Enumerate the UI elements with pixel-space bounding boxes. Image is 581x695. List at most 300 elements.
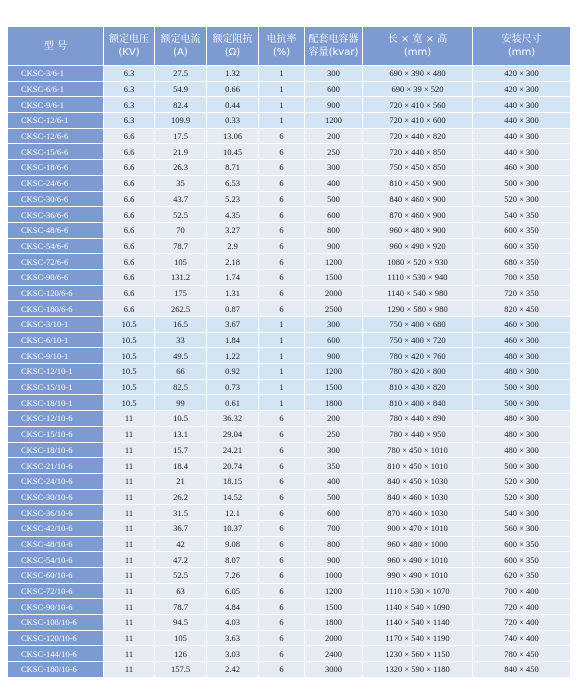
cell-rated-impedance: 8.07 (207, 552, 259, 568)
cell-rated-voltage: 11 (104, 568, 155, 584)
cell-dimensions: 840 × 460 × 1030 (363, 489, 473, 505)
table-row (8, 411, 571, 427)
cell-mounting-size: 480 × 300 (473, 426, 571, 442)
cell-rated-voltage: 6.6 (104, 160, 155, 176)
cell-rated-impedance: 2.42 (207, 662, 259, 678)
cell-capacitor-capacity: 1200 (305, 254, 363, 270)
cell-mounting-size: 500 × 300 (473, 395, 571, 411)
cell-reactance-rate: 6 (259, 160, 305, 176)
cell-dimensions: 1140 × 540 × 1090 (363, 599, 473, 615)
cell-model: CKSC-6/6-1 (8, 81, 104, 97)
cell-model: CKSC-180/10-6 (8, 662, 104, 678)
cell-rated-impedance: 18.15 (207, 473, 259, 489)
cell-rated-voltage: 11 (104, 505, 155, 521)
cell-capacitor-capacity: 400 (305, 473, 363, 489)
cell-mounting-size: 600 × 350 (473, 222, 571, 238)
cell-mounting-size: 620 × 350 (473, 568, 571, 584)
cell-dimensions: 840 × 450 × 1030 (363, 473, 473, 489)
cell-reactance-rate: 6 (259, 552, 305, 568)
cell-rated-impedance: 12.1 (207, 505, 259, 521)
cell-rated-current: 82.4 (155, 97, 207, 113)
cell-rated-voltage: 10.5 (104, 379, 155, 395)
cell-mounting-size: 480 × 300 (473, 348, 571, 364)
cell-rated-current: 131.2 (155, 269, 207, 285)
table-row (8, 583, 571, 599)
cell-capacitor-capacity: 1500 (305, 599, 363, 615)
cell-dimensions: 750 × 400 × 720 (363, 332, 473, 348)
cell-dimensions: 810 × 450 × 900 (363, 175, 473, 191)
cell-rated-voltage: 6.6 (104, 207, 155, 223)
cell-model: CKSC-72/6-6 (8, 254, 104, 270)
cell-reactance-rate: 1 (259, 395, 305, 411)
table-row (8, 552, 571, 568)
cell-rated-current: 10.5 (155, 411, 207, 427)
header-row (8, 27, 571, 66)
cell-rated-current: 26.3 (155, 160, 207, 176)
cell-rated-current: 63 (155, 583, 207, 599)
cell-model: CKSC-108/10-6 (8, 615, 104, 631)
cell-reactance-rate: 6 (259, 254, 305, 270)
cell-rated-voltage: 10.5 (104, 395, 155, 411)
cell-rated-current: 105 (155, 254, 207, 270)
cell-mounting-size: 820 × 450 (473, 301, 571, 317)
table-row (8, 395, 571, 411)
cell-reactance-rate: 1 (259, 379, 305, 395)
cell-dimensions: 780 × 420 × 760 (363, 348, 473, 364)
cell-model: CKSC-36/6-6 (8, 207, 104, 223)
cell-rated-impedance: 1.74 (207, 269, 259, 285)
cell-rated-voltage: 6.3 (104, 97, 155, 113)
cell-capacitor-capacity: 900 (305, 348, 363, 364)
cell-rated-current: 66 (155, 364, 207, 380)
table-row (8, 364, 571, 380)
cell-capacitor-capacity: 900 (305, 552, 363, 568)
cell-dimensions: 1140 × 540 × 1140 (363, 615, 473, 631)
cell-capacitor-capacity: 250 (305, 144, 363, 160)
cell-mounting-size: 420 × 300 (473, 81, 571, 97)
cell-rated-impedance: 0.33 (207, 113, 259, 129)
cell-capacitor-capacity: 250 (305, 426, 363, 442)
cell-dimensions: 750 × 450 × 850 (363, 160, 473, 176)
table-row (8, 426, 571, 442)
cell-rated-impedance: 0.66 (207, 81, 259, 97)
cell-capacitor-capacity: 300 (305, 442, 363, 458)
cell-mounting-size: 480 × 300 (473, 364, 571, 380)
cell-model: CKSC-48/10-6 (8, 536, 104, 552)
table-row (8, 473, 571, 489)
cell-mounting-size: 780 × 450 (473, 646, 571, 662)
cell-rated-impedance: 0.61 (207, 395, 259, 411)
cell-model: CKSC-9/6-1 (8, 97, 104, 113)
cell-rated-voltage: 6.6 (104, 301, 155, 317)
cell-mounting-size: 440 × 300 (473, 144, 571, 160)
cell-capacitor-capacity: 2400 (305, 646, 363, 662)
cell-mounting-size: 440 × 300 (473, 128, 571, 144)
cell-rated-current: 109.9 (155, 113, 207, 129)
cell-rated-current: 70 (155, 222, 207, 238)
cell-rated-current: 42 (155, 536, 207, 552)
cell-rated-voltage: 11 (104, 662, 155, 678)
cell-model: CKSC-48/6-6 (8, 222, 104, 238)
cell-rated-impedance: 1.22 (207, 348, 259, 364)
table-row (8, 568, 571, 584)
cell-mounting-size: 720 × 400 (473, 615, 571, 631)
cell-dimensions: 780 × 450 × 1010 (363, 442, 473, 458)
cell-model: CKSC-180/6-6 (8, 301, 104, 317)
cell-capacitor-capacity: 500 (305, 191, 363, 207)
cell-rated-current: 52.5 (155, 568, 207, 584)
table-row (8, 128, 571, 144)
cell-rated-voltage: 11 (104, 615, 155, 631)
cell-reactance-rate: 1 (259, 97, 305, 113)
cell-mounting-size: 500 × 300 (473, 379, 571, 395)
table-row (8, 81, 571, 97)
cell-rated-current: 78.7 (155, 238, 207, 254)
cell-rated-impedance: 0.87 (207, 301, 259, 317)
cell-mounting-size: 540 × 350 (473, 207, 571, 223)
cell-mounting-size: 460 × 300 (473, 160, 571, 176)
cell-reactance-rate: 6 (259, 615, 305, 631)
cell-capacitor-capacity: 3000 (305, 662, 363, 678)
cell-rated-current: 27.5 (155, 66, 207, 82)
table-row (8, 489, 571, 505)
cell-reactance-rate: 6 (259, 269, 305, 285)
table-row (8, 536, 571, 552)
header-capacitor-capacity: 配套电容器 容量(kvar) (305, 27, 363, 66)
cell-rated-impedance: 0.92 (207, 364, 259, 380)
table-row (8, 269, 571, 285)
cell-model: CKSC-3/10-1 (8, 317, 104, 333)
cell-dimensions: 960 × 480 × 900 (363, 222, 473, 238)
cell-dimensions: 810 × 400 × 840 (363, 395, 473, 411)
cell-dimensions: 1140 × 540 × 980 (363, 285, 473, 301)
cell-model: CKSC-90/6-6 (8, 269, 104, 285)
cell-rated-current: 21 (155, 473, 207, 489)
cell-mounting-size: 420 × 300 (473, 66, 571, 82)
cell-mounting-size: 600 × 350 (473, 552, 571, 568)
cell-rated-current: 262.5 (155, 301, 207, 317)
table-row (8, 317, 571, 333)
cell-rated-voltage: 11 (104, 583, 155, 599)
cell-rated-voltage: 6.6 (104, 222, 155, 238)
cell-capacitor-capacity: 1800 (305, 395, 363, 411)
cell-rated-voltage: 6.3 (104, 66, 155, 82)
cell-rated-current: 35 (155, 175, 207, 191)
cell-rated-impedance: 13.06 (207, 128, 259, 144)
cell-capacitor-capacity: 800 (305, 536, 363, 552)
cell-dimensions: 690 × 39 × 520 (363, 81, 473, 97)
table-row (8, 615, 571, 631)
cell-dimensions: 750 × 400 × 680 (363, 317, 473, 333)
cell-dimensions: 840 × 460 × 900 (363, 191, 473, 207)
cell-rated-current: 52.5 (155, 207, 207, 223)
cell-dimensions: 960 × 480 × 1000 (363, 536, 473, 552)
cell-reactance-rate: 1 (259, 113, 305, 129)
table-row (8, 191, 571, 207)
cell-reactance-rate: 6 (259, 175, 305, 191)
cell-rated-impedance: 2.18 (207, 254, 259, 270)
cell-mounting-size: 480 × 300 (473, 411, 571, 427)
cell-model: CKSC-15/10-6 (8, 426, 104, 442)
cell-model: CKSC-24/6-6 (8, 175, 104, 191)
cell-mounting-size: 480 × 300 (473, 442, 571, 458)
cell-rated-voltage: 11 (104, 646, 155, 662)
cell-rated-voltage: 6.6 (104, 254, 155, 270)
cell-model: CKSC-120/10-6 (8, 630, 104, 646)
cell-mounting-size: 460 × 300 (473, 317, 571, 333)
cell-mounting-size: 600 × 350 (473, 536, 571, 552)
table-body (8, 66, 571, 678)
cell-model: CKSC-12/10-6 (8, 411, 104, 427)
cell-dimensions: 720 × 440 × 820 (363, 128, 473, 144)
table-row (8, 505, 571, 521)
cell-rated-impedance: 10.37 (207, 520, 259, 536)
cell-rated-voltage: 11 (104, 442, 155, 458)
cell-rated-current: 54.9 (155, 81, 207, 97)
cell-capacitor-capacity: 200 (305, 411, 363, 427)
cell-reactance-rate: 1 (259, 332, 305, 348)
cell-model: CKSC-30/10-6 (8, 489, 104, 505)
cell-mounting-size: 520 × 300 (473, 473, 571, 489)
cell-reactance-rate: 6 (259, 662, 305, 678)
cell-rated-voltage: 11 (104, 630, 155, 646)
cell-rated-current: 15.7 (155, 442, 207, 458)
cell-rated-impedance: 0.73 (207, 379, 259, 395)
cell-capacitor-capacity: 500 (305, 489, 363, 505)
table-row (8, 301, 571, 317)
cell-model: CKSC-42/10-6 (8, 520, 104, 536)
header-rated-impedance: 额定阻抗 (Ω) (207, 27, 259, 66)
cell-dimensions: 1080 × 520 × 930 (363, 254, 473, 270)
cell-mounting-size: 540 × 300 (473, 505, 571, 521)
cell-reactance-rate: 6 (259, 646, 305, 662)
cell-capacitor-capacity: 1500 (305, 269, 363, 285)
cell-model: CKSC-24/10-6 (8, 473, 104, 489)
cell-capacitor-capacity: 2500 (305, 301, 363, 317)
cell-dimensions: 810 × 450 × 1010 (363, 458, 473, 474)
cell-rated-impedance: 8.71 (207, 160, 259, 176)
cell-capacitor-capacity: 1200 (305, 583, 363, 599)
cell-rated-impedance: 1.32 (207, 66, 259, 82)
cell-reactance-rate: 6 (259, 144, 305, 160)
cell-rated-voltage: 11 (104, 536, 155, 552)
cell-rated-current: 13.1 (155, 426, 207, 442)
reactor-spec-table (7, 26, 571, 678)
cell-rated-impedance: 3.03 (207, 646, 259, 662)
cell-rated-current: 16.5 (155, 317, 207, 333)
cell-dimensions: 690 × 390 × 480 (363, 66, 473, 82)
cell-reactance-rate: 1 (259, 317, 305, 333)
cell-rated-voltage: 11 (104, 411, 155, 427)
cell-rated-voltage: 6.3 (104, 113, 155, 129)
cell-rated-voltage: 10.5 (104, 364, 155, 380)
cell-rated-impedance: 20.74 (207, 458, 259, 474)
table-row (8, 113, 571, 129)
cell-capacitor-capacity: 1200 (305, 364, 363, 380)
cell-reactance-rate: 6 (259, 583, 305, 599)
cell-dimensions: 870 × 460 × 1030 (363, 505, 473, 521)
cell-rated-voltage: 10.5 (104, 332, 155, 348)
cell-reactance-rate: 6 (259, 411, 305, 427)
cell-rated-voltage: 11 (104, 489, 155, 505)
cell-rated-voltage: 6.6 (104, 191, 155, 207)
cell-model: CKSC-18/6-6 (8, 160, 104, 176)
cell-mounting-size: 440 × 300 (473, 97, 571, 113)
cell-capacitor-capacity: 600 (305, 207, 363, 223)
cell-rated-voltage: 11 (104, 458, 155, 474)
cell-rated-voltage: 11 (104, 426, 155, 442)
cell-rated-current: 43.7 (155, 191, 207, 207)
table-row (8, 599, 571, 615)
table-row (8, 144, 571, 160)
cell-mounting-size: 840 × 450 (473, 662, 571, 678)
cell-rated-impedance: 4.84 (207, 599, 259, 615)
cell-rated-impedance: 1.84 (207, 332, 259, 348)
cell-reactance-rate: 6 (259, 128, 305, 144)
table-row (8, 348, 571, 364)
cell-model: CKSC-54/10-6 (8, 552, 104, 568)
cell-reactance-rate: 6 (259, 426, 305, 442)
header-mounting-size: 安装尺寸 (mm) (473, 27, 571, 66)
cell-rated-voltage: 10.5 (104, 317, 155, 333)
cell-mounting-size: 460 × 300 (473, 332, 571, 348)
cell-dimensions: 960 × 490 × 920 (363, 238, 473, 254)
cell-mounting-size: 680 × 350 (473, 254, 571, 270)
cell-rated-voltage: 6.6 (104, 285, 155, 301)
cell-capacitor-capacity: 350 (305, 458, 363, 474)
cell-capacitor-capacity: 800 (305, 222, 363, 238)
cell-rated-impedance: 0.44 (207, 97, 259, 113)
cell-rated-impedance: 6.53 (207, 175, 259, 191)
cell-reactance-rate: 6 (259, 536, 305, 552)
cell-mounting-size: 700 × 350 (473, 269, 571, 285)
cell-mounting-size: 500 × 300 (473, 458, 571, 474)
cell-reactance-rate: 6 (259, 505, 305, 521)
cell-capacitor-capacity: 200 (305, 128, 363, 144)
cell-reactance-rate: 6 (259, 520, 305, 536)
cell-model: CKSC-9/10-1 (8, 348, 104, 364)
cell-capacitor-capacity: 700 (305, 520, 363, 536)
cell-dimensions: 960 × 490 × 1010 (363, 552, 473, 568)
cell-capacitor-capacity: 300 (305, 66, 363, 82)
cell-rated-impedance: 3.63 (207, 630, 259, 646)
cell-rated-current: 105 (155, 630, 207, 646)
cell-reactance-rate: 6 (259, 599, 305, 615)
cell-rated-impedance: 5.23 (207, 191, 259, 207)
cell-mounting-size: 720 × 400 (473, 599, 571, 615)
cell-model: CKSC-6/10-1 (8, 332, 104, 348)
cell-model: CKSC-30/6-6 (8, 191, 104, 207)
cell-rated-voltage: 11 (104, 599, 155, 615)
header-rated-voltage: 额定电压 (KV) (104, 27, 155, 66)
cell-rated-voltage: 10.5 (104, 348, 155, 364)
cell-rated-impedance: 7.26 (207, 568, 259, 584)
cell-model: CKSC-90/10-6 (8, 599, 104, 615)
cell-rated-current: 26.2 (155, 489, 207, 505)
cell-capacitor-capacity: 2000 (305, 285, 363, 301)
cell-mounting-size: 720 × 350 (473, 285, 571, 301)
cell-model: CKSC-12/6-1 (8, 113, 104, 129)
cell-rated-current: 78.7 (155, 599, 207, 615)
cell-reactance-rate: 1 (259, 81, 305, 97)
cell-rated-current: 36.7 (155, 520, 207, 536)
cell-rated-current: 47.2 (155, 552, 207, 568)
cell-rated-voltage: 11 (104, 552, 155, 568)
cell-rated-impedance: 36.32 (207, 411, 259, 427)
cell-rated-current: 49.5 (155, 348, 207, 364)
cell-reactance-rate: 6 (259, 238, 305, 254)
cell-dimensions: 1230 × 560 × 1150 (363, 646, 473, 662)
cell-reactance-rate: 6 (259, 285, 305, 301)
table-row (8, 646, 571, 662)
cell-reactance-rate: 6 (259, 442, 305, 458)
cell-rated-current: 175 (155, 285, 207, 301)
cell-rated-current: 18.4 (155, 458, 207, 474)
cell-rated-current: 126 (155, 646, 207, 662)
cell-rated-voltage: 11 (104, 473, 155, 489)
cell-model: CKSC-3/6-1 (8, 66, 104, 82)
cell-mounting-size: 520 × 300 (473, 191, 571, 207)
table-row (8, 254, 571, 270)
table-row (8, 207, 571, 223)
cell-model: CKSC-36/10-6 (8, 505, 104, 521)
cell-rated-impedance: 3.27 (207, 222, 259, 238)
cell-capacitor-capacity: 1800 (305, 615, 363, 631)
header-reactance-rate: 电抗率 (%) (259, 27, 305, 66)
cell-rated-impedance: 6.05 (207, 583, 259, 599)
header-rated-current: 额定电流 (A) (155, 27, 207, 66)
table-row (8, 175, 571, 191)
table-row (8, 160, 571, 176)
table-row (8, 662, 571, 678)
table-row (8, 97, 571, 113)
cell-capacitor-capacity: 300 (305, 160, 363, 176)
table-row (8, 630, 571, 646)
cell-capacitor-capacity: 600 (305, 505, 363, 521)
cell-model: CKSC-144/10-6 (8, 646, 104, 662)
cell-reactance-rate: 6 (259, 568, 305, 584)
cell-dimensions: 720 × 410 × 560 (363, 97, 473, 113)
cell-capacitor-capacity: 1500 (305, 379, 363, 395)
cell-dimensions: 720 × 410 × 600 (363, 113, 473, 129)
cell-rated-voltage: 11 (104, 520, 155, 536)
cell-mounting-size: 500 × 300 (473, 175, 571, 191)
table-row (8, 66, 571, 82)
cell-dimensions: 1110 × 530 × 1070 (363, 583, 473, 599)
table-row (8, 520, 571, 536)
cell-reactance-rate: 6 (259, 489, 305, 505)
cell-model: CKSC-54/6-6 (8, 238, 104, 254)
cell-reactance-rate: 1 (259, 66, 305, 82)
cell-model: CKSC-18/10-6 (8, 442, 104, 458)
table-row (8, 285, 571, 301)
cell-rated-impedance: 14.52 (207, 489, 259, 505)
table-row (8, 458, 571, 474)
cell-capacitor-capacity: 900 (305, 97, 363, 113)
spec-table-container (7, 26, 570, 678)
cell-dimensions: 870 × 460 × 900 (363, 207, 473, 223)
cell-rated-current: 82.5 (155, 379, 207, 395)
table-row (8, 442, 571, 458)
cell-reactance-rate: 1 (259, 364, 305, 380)
table-row (8, 332, 571, 348)
cell-rated-impedance: 3.67 (207, 317, 259, 333)
table-row (8, 238, 571, 254)
cell-dimensions: 720 × 440 × 850 (363, 144, 473, 160)
cell-rated-impedance: 1.31 (207, 285, 259, 301)
cell-mounting-size: 440 × 300 (473, 113, 571, 129)
cell-rated-current: 31.5 (155, 505, 207, 521)
